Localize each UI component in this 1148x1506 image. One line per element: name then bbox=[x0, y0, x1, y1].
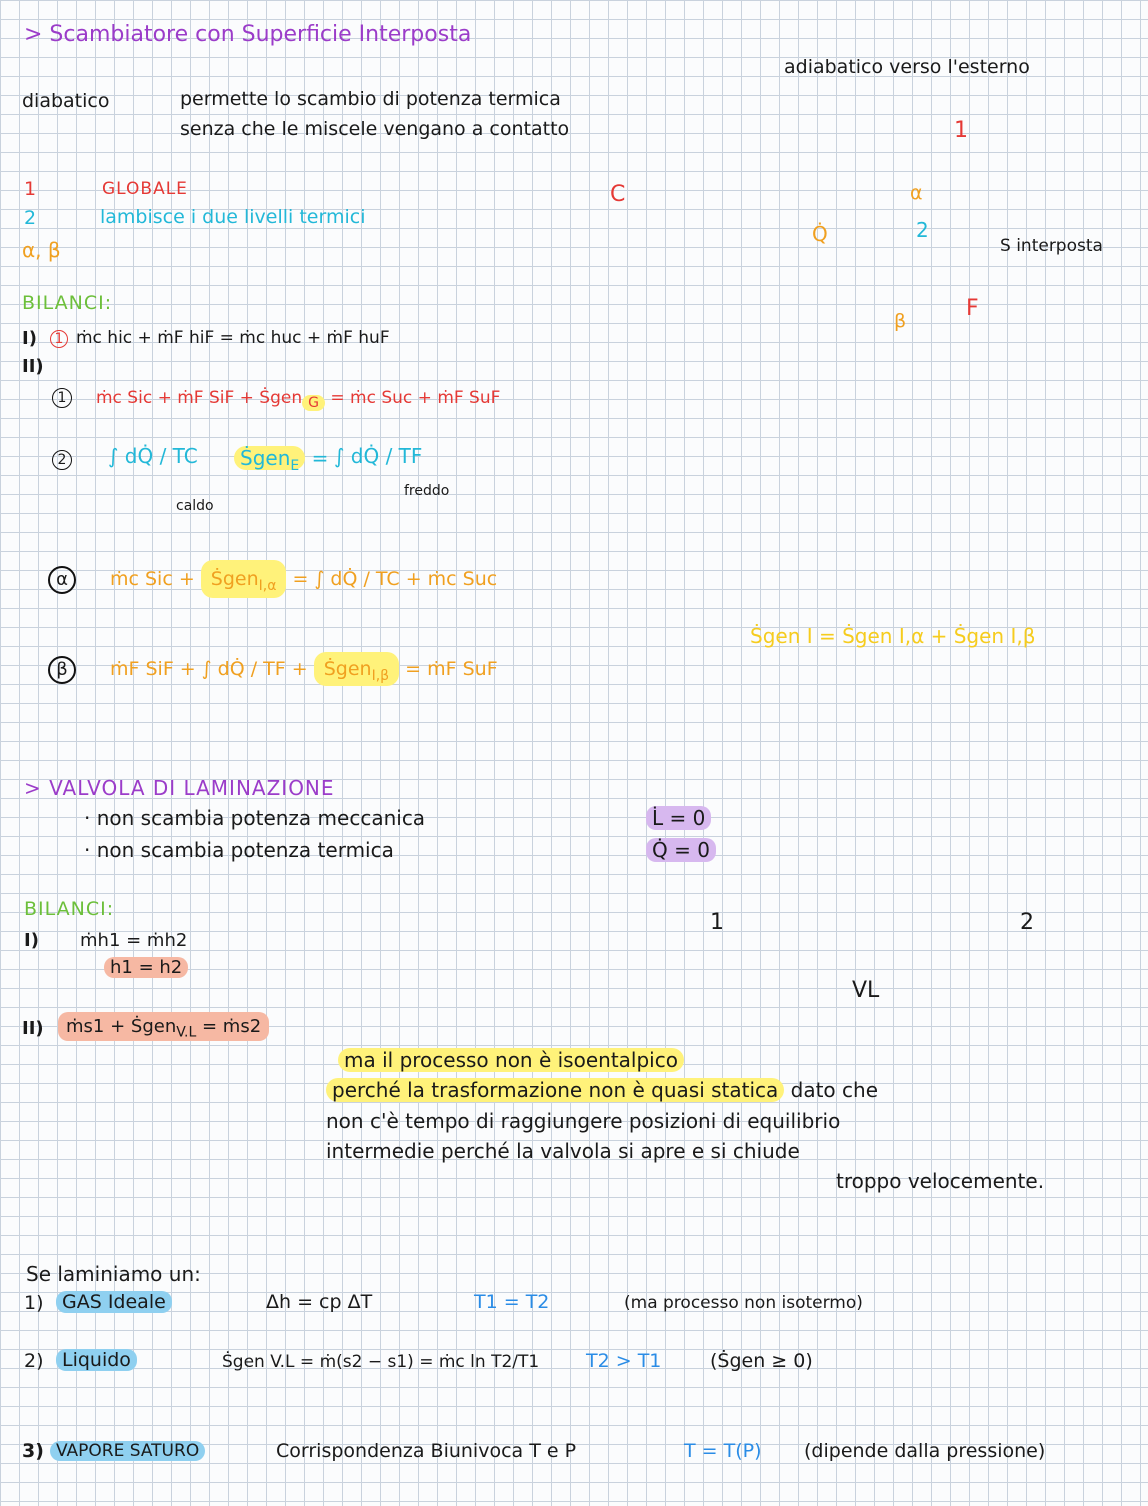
case3-num: 3) bbox=[22, 1440, 44, 1462]
valve-out-label: 2 bbox=[1020, 910, 1034, 935]
case1-num: 1) bbox=[24, 1292, 44, 1314]
eq1-II-label: II) bbox=[22, 356, 44, 377]
case2-label bbox=[56, 1349, 137, 1371]
case1-note: (ma processo non isotermo) bbox=[624, 1293, 863, 1313]
case2-eq: Ṡgen V.L = ṁ(s2 − s1) = ṁc ln T2/T1 bbox=[222, 1352, 540, 1372]
freddo-label: freddo bbox=[404, 483, 450, 499]
eq-alpha-sgen-hl bbox=[201, 560, 287, 598]
diagram-label-2: 2 bbox=[916, 218, 929, 242]
section1-title: > Scambiatore con Superficie Interposta bbox=[24, 22, 472, 47]
eq1-II2-sgen-hl bbox=[234, 446, 305, 474]
eq-alpha-circle: α bbox=[48, 566, 76, 594]
diagram-label-1: 1 bbox=[954, 118, 968, 143]
note-line2b: dato che bbox=[790, 1078, 879, 1102]
note-line2-text: perché la trasformazione non è quasi statica bbox=[326, 1078, 784, 1102]
valve-eq-II-label: II) bbox=[22, 1018, 44, 1039]
note-line3: non c'è tempo di raggiungere posizioni di equilibrio bbox=[326, 1109, 841, 1133]
valve-eq-II-lhs: ṁs1 + Ṡgen bbox=[66, 1016, 177, 1037]
case1-result: T1 = T2 bbox=[474, 1291, 550, 1313]
eq-alpha-lhs: ṁc Sic + bbox=[110, 568, 195, 590]
valve-line1-result bbox=[646, 806, 711, 830]
valve-eq-I-label: I) bbox=[24, 930, 39, 951]
eq1-II1-circle: 1 bbox=[52, 388, 72, 408]
sum-eq: Ṡgen I = Ṡgen I,α + Ṡgen I,β bbox=[750, 624, 1036, 648]
eq1-II2-sgen: Ṡgen$_E$ = bbox=[234, 446, 328, 474]
section2-title: > VALVOLA DI LAMINAZIONE bbox=[24, 776, 335, 800]
eq1-II1 bbox=[96, 388, 500, 411]
case2-label-hl: Liquido bbox=[56, 1349, 137, 1371]
case2-note: (Ṡgen ≥ 0) bbox=[710, 1350, 813, 1372]
case1-eq: Δh = cp ΔT bbox=[266, 1291, 373, 1313]
note-line2 bbox=[326, 1078, 878, 1102]
note-line1-text: ma il processo non è isoentalpico bbox=[338, 1048, 684, 1072]
eq1-II2-sgen-sub: E bbox=[290, 458, 300, 474]
diagram-label-beta: β bbox=[894, 310, 907, 332]
valve-line2: · non scambia potenza termica bbox=[84, 838, 394, 862]
valve-line2-result-hl: Q̇ = 0 bbox=[646, 838, 716, 862]
eq1-II2-circle: 2 bbox=[52, 450, 72, 470]
caldo-label: caldo bbox=[176, 498, 214, 514]
eq-alpha-sgen-sub: I,α bbox=[258, 577, 277, 594]
valve-eq-I-result bbox=[104, 957, 188, 978]
case3-result: T = T(P) bbox=[684, 1440, 762, 1462]
eq1-I-label: I) bbox=[22, 328, 37, 349]
case3-eq: Corrispondenza Biunivoca T e P bbox=[276, 1440, 577, 1462]
diabatico-term: diabatico bbox=[22, 90, 110, 112]
diagram-label-s: S interposta bbox=[1000, 236, 1103, 256]
valve-in-label: 1 bbox=[710, 910, 724, 935]
eq-beta bbox=[110, 658, 498, 684]
valve-eq-I: ṁh1 = ṁh2 bbox=[80, 930, 188, 951]
valve-line1: · non scambia potenza meccanica bbox=[84, 806, 426, 830]
note-line4: intermedie perché la valvola si apre e si chiude bbox=[326, 1139, 800, 1163]
case2-result: T2 > T1 bbox=[586, 1350, 662, 1372]
eq1-II2-int2: ∫ dQ̇ / TF bbox=[334, 444, 423, 468]
valve-eq-II-rhs: = ṁs2 bbox=[202, 1016, 262, 1037]
case3-label bbox=[50, 1441, 205, 1461]
laminiamo-heading: Se laminiamo un: bbox=[26, 1262, 201, 1286]
adiabatico-label: adiabatico verso l'esterno bbox=[784, 56, 1030, 78]
diagram-label-f: F bbox=[966, 296, 979, 321]
desc-line2: senza che le miscele vengano a contatto bbox=[180, 118, 570, 140]
case1-label-hl: GAS Ideale bbox=[56, 1291, 172, 1313]
item1-num: 1 bbox=[24, 178, 37, 200]
valve-vl-label: VL bbox=[852, 978, 880, 1003]
eq-beta-circle: β bbox=[48, 656, 76, 684]
eq1-II1-sub: G bbox=[302, 395, 325, 411]
case3-note: (dipende dalla pressione) bbox=[804, 1440, 1046, 1462]
eq-beta-sgen-sub: I,β bbox=[371, 667, 390, 684]
diagram-label-q: Q̇ bbox=[812, 222, 828, 246]
note-line5: troppo velocemente. bbox=[836, 1169, 1045, 1193]
valve-eq-II-sub: V.L bbox=[176, 1024, 197, 1041]
diagram-label-c: C bbox=[610, 182, 626, 207]
valve-line1-result-hl: L̇ = 0 bbox=[646, 806, 711, 830]
valve-eq-II-hl bbox=[58, 1012, 269, 1041]
eq-alpha-sgen-text: Ṡgen bbox=[210, 568, 259, 590]
eq1-II2-sgen-text: Ṡgen bbox=[240, 446, 291, 470]
eq-beta-lhs: ṁF SiF + ∫ dQ̇ / TF + bbox=[110, 658, 308, 680]
bilanci-heading-1: BILANCI: bbox=[22, 292, 113, 314]
diagram-label-alpha: α bbox=[910, 182, 923, 204]
item2-num: 2 bbox=[24, 207, 37, 229]
alpha-beta: α, β bbox=[22, 238, 61, 262]
valve-eq-I-result-hl: h1 = h2 bbox=[104, 957, 188, 978]
eq1-II1-rhs: = ṁc Suc + ṁF SuF bbox=[330, 388, 501, 408]
case1-label bbox=[56, 1291, 172, 1313]
item2-label: lambisce i due livelli termici bbox=[100, 206, 366, 228]
eq-beta-sgen-hl bbox=[314, 652, 399, 686]
eq1-II2-int1: ∫ dQ̇ / TC bbox=[108, 444, 198, 468]
eq-beta-sgen-text: Ṡgen bbox=[323, 658, 372, 680]
eq-alpha-rhs: = ∫ dQ̇ / TC + ṁc Suc bbox=[292, 568, 498, 590]
eq1-II1-lhs: ṁc Sic + ṁF SiF + Ṡgen bbox=[96, 388, 303, 408]
desc-line1: permette lo scambio di potenza termica bbox=[180, 88, 561, 110]
eq1-I: ṁc hic + ṁF hiF = ṁc huc + ṁF huF bbox=[76, 328, 390, 348]
eq-alpha bbox=[110, 568, 497, 594]
bilanci-heading-2: BILANCI: bbox=[24, 898, 115, 920]
eq-beta-rhs: = ṁF SuF bbox=[405, 658, 498, 680]
item1-label: GLOBALE bbox=[102, 179, 188, 199]
valve-eq-II bbox=[58, 1016, 269, 1041]
eq1-I-circle: 1 bbox=[50, 330, 68, 348]
case3-label-hl: VAPORE SATURO bbox=[50, 1441, 205, 1461]
note-line1 bbox=[338, 1048, 684, 1072]
valve-line2-result bbox=[646, 838, 716, 862]
case2-num: 2) bbox=[24, 1350, 44, 1372]
